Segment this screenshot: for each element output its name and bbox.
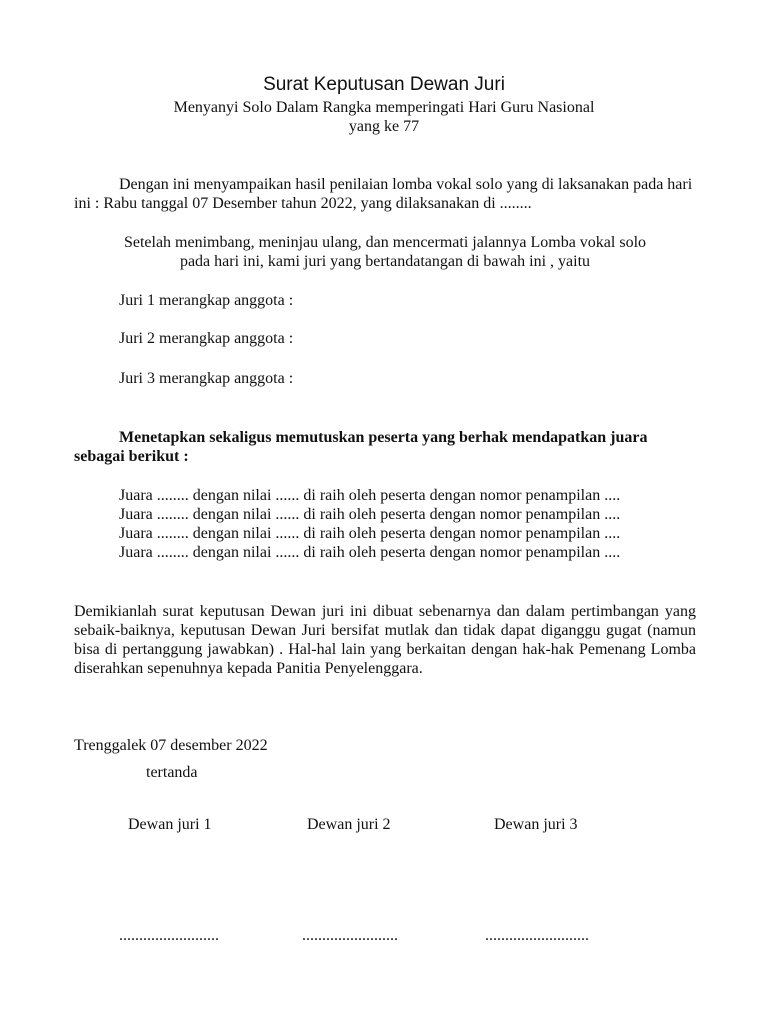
- signatory-1: Dewan juri 1: [128, 816, 212, 833]
- juara-item: Juara ........ dengan nilai ...... di raih oleh peserta dengan nomor penampilan ....: [119, 487, 621, 504]
- signed-label: tertanda: [146, 764, 198, 781]
- juara-item: Juara ........ dengan nilai ...... di raih oleh peserta dengan nomor penampilan ....: [119, 544, 621, 561]
- juara-item: Juara ........ dengan nilai ...... di raih oleh peserta dengan nomor penampilan ....: [119, 506, 621, 523]
- intro-paragraph: Dengan ini menyampaikan hasil penilaian lomba vokal solo yang di laksanakan pada hari ini : Rabu tanggal 07 Desember tahun 2022, yang dilaksanakan di ........: [74, 176, 693, 212]
- place-date: Trenggalek 07 desember 2022: [74, 737, 268, 754]
- decision-heading: Menetapkan sekaligus memutuskan peserta yang berhak mendapatkan juara sebagai berikut :: [74, 429, 648, 465]
- signature-line-2: ........................: [302, 927, 398, 944]
- signature-line-3: ..........................: [485, 927, 589, 944]
- document-subtitle-line-2: yang ke 77: [348, 118, 420, 135]
- juara-item: Juara ........ dengan nilai ...... di raih oleh peserta dengan nomor penampilan ....: [119, 525, 621, 542]
- juri-line-3: Juri 3 merangkap anggota :: [119, 370, 294, 387]
- consider-line-1: Setelah menimbang, meninjau ulang, dan mencermati jalannya Lomba vokal solo: [123, 234, 647, 251]
- closing-paragraph: Demikianlah surat keputusan Dewan juri ini dibuat sebenarnya dan dalam pertimbangan yang sebaik-baiknya, keputusan Dewan Juri bersifat mutlak dan tidak dapat diganggu gugat (namun bisa di pertanggung jawabkan) . Hal-hal lain yang berkaitan dengan hak-hak Pemenang Lomba diserahkan sepenuhnya kepada Panitia Penyelenggara.: [74, 603, 696, 677]
- document-title: Surat Keputusan Dewan Juri: [263, 74, 505, 95]
- document-subtitle-line-1: Menyanyi Solo Dalam Rangka memperingati Hari Guru Nasional: [173, 99, 595, 116]
- juri-line-2: Juri 2 merangkap anggota :: [119, 330, 294, 347]
- juara-list: [119, 486, 620, 562]
- signatory-2: Dewan juri 2: [307, 816, 391, 833]
- consider-line-2: pada hari ini, kami juri yang bertandatangan di bawah ini , yaitu: [179, 253, 591, 270]
- juri-line-1: Juri 1 merangkap anggota :: [119, 292, 294, 309]
- signature-line-1: .........................: [119, 927, 219, 944]
- signatory-3: Dewan juri 3: [494, 816, 578, 833]
